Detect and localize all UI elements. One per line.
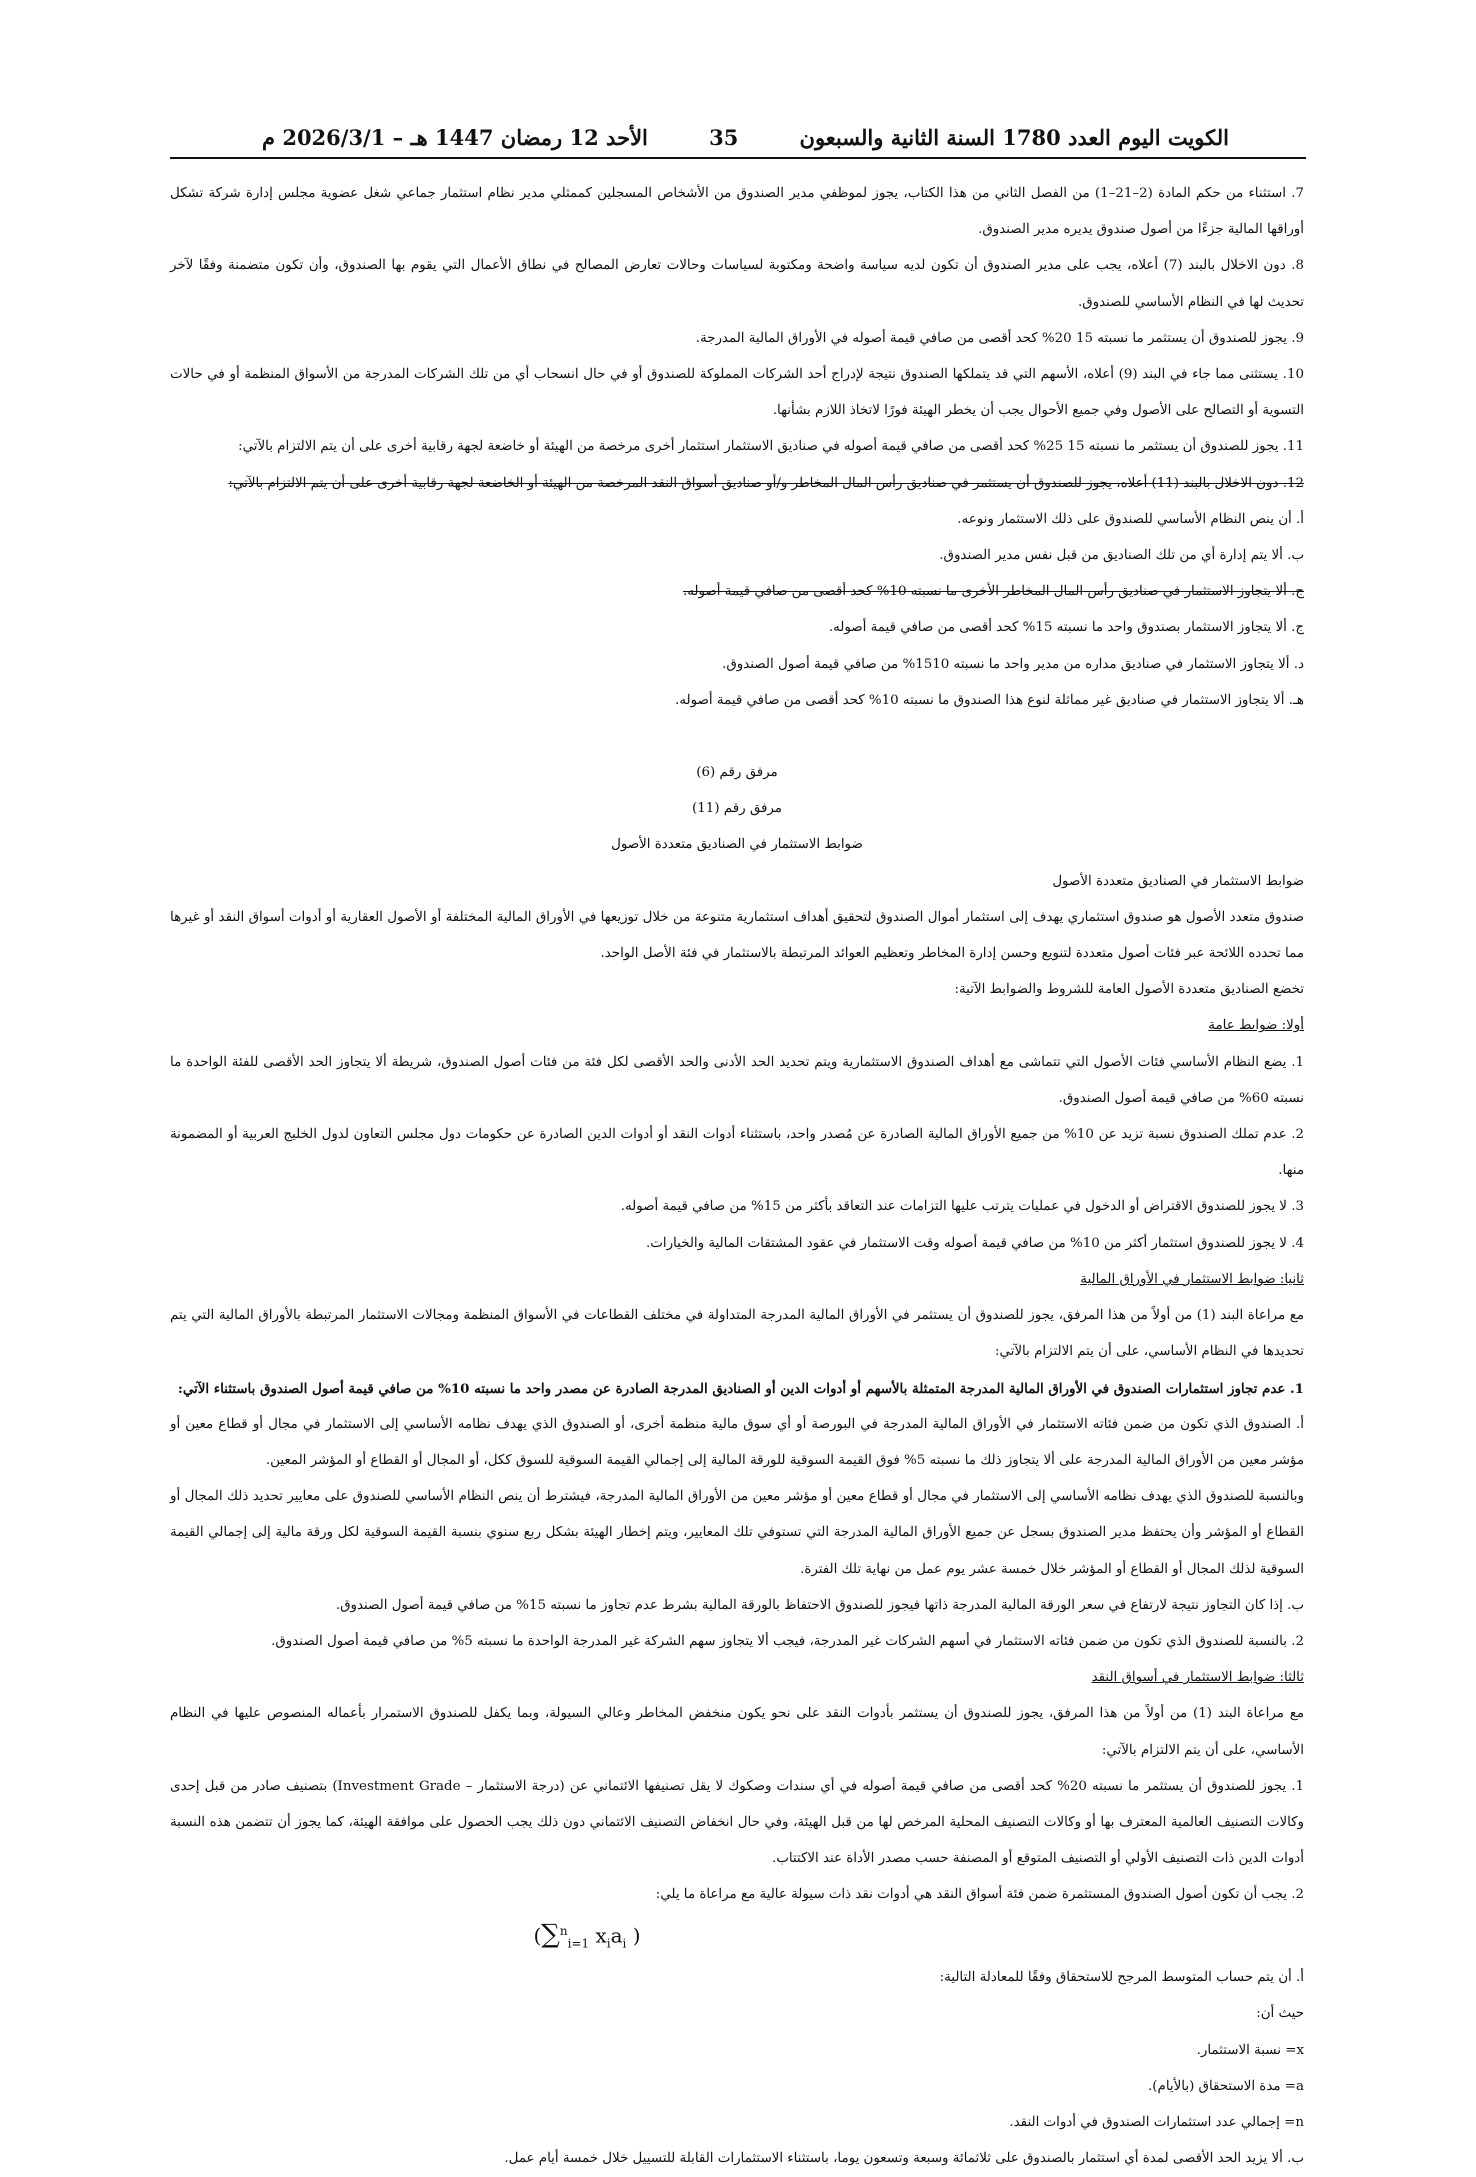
item-11: 11. يجوز للصندوق أن يستثمر ما نسبته 15 25% كحد أقصى من صافي قيمة أصوله في صناديق الاستثمار استثمار أخرى مرخصة من الهيئة أو خاضعة لجهة رقابية أخرى على أن يتم الالتزام بالآتي: — [238, 439, 1304, 455]
item-12-deleted: 12. دون الاخلال بالبند (11) أعلاه، يجوز للصندوق أن يستثمر في صناديق رأس المال المخاطر و/أو صناديق أسواق النقد المرخصة من الهيئة أو الخاضعة لجهة رقابية أخرى على أن يتم الالتزام بالآتي: — [228, 475, 1304, 491]
formula-open-paren: ( — [533, 1923, 542, 1948]
item-c: ج. ألا يتجاوز الاستثمار بصندوق واحد ما نسبته 15% كحد أقصى من صافي قيمة أصوله. — [828, 620, 1304, 636]
item-e: هـ. ألا يتجاوز الاستثمار في صناديق غير مماثلة لنوع هذا الصندوق ما نسبته 10% كحد أقصى من صافي قيمة أصوله. — [675, 692, 1304, 708]
section3-item-2a: أ. أن يتم حساب المتوسط المرجح للاستحقاق وفقًا للمعادلة التالية: — [939, 1970, 1304, 1986]
section2-item-1b: ب. إذا كان التجاوز نتيجة لارتفاع في سعر الورقة المالية المدرجة ذاتها فيجوز للصندوق الاحتفاظ بالورقة المالية بشرط عدم تجاوز ما نسبته 15% من صافي قيمة أصول الصندوق. — [335, 1597, 1304, 1613]
section3-lead: مع مراعاة البند (1) من أولاً من هذا المرفق، يجوز للصندوق أن يستثمر بأدوات النقد على نحو يكون منخفض المخاطر وعالي السيولة، وبما يكفل للصندوق الاستمرار بأعماله المنصوص عليها في النظام الأساسي، على أن يتم الالتزام بالآتي: — [170, 1706, 1304, 1758]
annex-title: ضوابط الاستثمار في الصناديق متعددة الأصول — [611, 837, 863, 853]
formula-lower-limit: i=1 — [567, 1936, 590, 1951]
formula-term-a: a — [610, 1923, 623, 1948]
section1-item-1: 1. يضع النظام الأساسي فئات الأصول التي تتماشى مع أهداف الصندوق الاستثمارية ويتم تحديد الحد الأدنى والحد الأقصى لكل فئة من فئات أصول الصندوق، شريطة ألا يتجاوز الحد الأقصى للفئة الواحدة ما نسبته 60% من صافي قيمة أصول الصندوق. — [170, 1054, 1304, 1106]
item-c-deleted: ج. ألا يتجاوز الاستثمار في صناديق رأس المال المخاطر الأخرى ما نسبته 10% كحد أقصى من صافي قيمة أصوله. — [682, 584, 1304, 600]
item-8: 8. دون الاخلال بالبند (7) أعلاه، يجب على مدير الصندوق أن تكون لديه سياسة واضحة ومكتوبة لسياسات وحالات تعارض المصالح في نطاق الأعمال التي يقوم بها الصندوق، وأن تكون متضمنة وفقًا لآخر تحديث لها في النظام الأساسي للصندوق. — [170, 258, 1304, 310]
section2-item-2: 2. بالنسبة للصندوق الذي تكون من ضمن فئاته الاستثمار في أسهم الشركات غير المدرجة، فيجب ألا يتجاوز سهم الشركة غير المدرجة الواحدة ما نسبته 5% من صافي قيمة أصول الصندوق. — [271, 1633, 1304, 1649]
section2-item-1a: أ. الصندوق الذي تكون من ضمن فئاته الاستثمار في الأوراق المالية المدرجة في البورصة أو أي سوق مالية منظمة أخرى، أو الصندوق الذي يهدف نظامه الأساسي إلى الاستثمار في مجال أو قطاع معين أو مؤشر معين من الأوراق المالية المدرجة على ألا يتجاوز ذلك ما نسبته 5% فوق القيمة السوقية للورقة المالية إلى إجمالي القيمة السوقية للسوق ككل، أو المجال أو القطاع أو المؤشر المعين. — [170, 1416, 1304, 1468]
annex-number: مرفق رقم (11) — [692, 801, 782, 817]
section2-heading-text: ثانيا: ضوابط الاستثمار في الأوراق المالية — [1080, 1271, 1304, 1287]
document-body — [170, 176, 1305, 2167]
item-a: أ. أن ينص النظام الأساسي للصندوق على ذلك الاستثمار ونوعه. — [957, 511, 1304, 527]
section3-heading-text: ثالثا: ضوابط الاستثمار في أسواق النقد — [1091, 1670, 1304, 1686]
formula-sum-symbol: ∑ — [541, 1919, 560, 1950]
formula-sub-x: i — [606, 1936, 611, 1951]
formula-term-x: x — [595, 1923, 607, 1948]
formula-close-paren: ) — [632, 1923, 641, 1948]
section1-heading — [170, 1008, 1304, 1044]
intro-lead: تخضع الصناديق متعددة الأصول العامة للشروط والضوابط الآتية: — [954, 982, 1304, 998]
section3-item-2: 2. يجب أن تكون أصول الصندوق المستثمرة ضمن فئة أسواق النقد هي أدوات نقد ذات سيولة عالية مع مراعاة ما يلي: — [655, 1887, 1304, 1903]
section3-heading — [170, 1660, 1304, 1696]
intro-heading: ضوابط الاستثمار في الصناديق متعددة الأصول — [1052, 873, 1304, 889]
definition-x: x= نسبة الاستثمار. — [1196, 2042, 1304, 2058]
item-10: 10. يستثنى مما جاء في البند (9) أعلاه، الأسهم التي قد يتملكها الصندوق نتيجة لإدراج أحد الشركات المملوكة للصندوق أو في حال انسحاب أي من تلك الشركات المدرجة من الأسواق المنظمة أو في حالات التسوية أو التصالح على الأصول وفي جميع الأحوال يجب أن يخطر الهيئة فورًا لاتخاذ اللازم بشأنها. — [170, 367, 1304, 419]
header-publication: الكويت اليوم العدد 1780 السنة الثانية والسبعون — [799, 124, 1229, 150]
item-b: ب. ألا يتم إدارة أي من تلك الصناديق من قبل نفس مدير الصندوق. — [939, 548, 1304, 564]
page-header — [262, 122, 1229, 152]
section1-item-2: 2. عدم تملك الصندوق نسبة تزيد عن 10% من جميع الأوراق المالية الصادرة عن مُصدر واحد، باستثناء أدوات النقد أو أدوات الدين الصادرة عن حكومات دول مجلس التعاون لدول الخليج العربية أو المضمونة منها. — [170, 1127, 1304, 1179]
intro-body: صندوق متعدد الأصول هو صندوق استثماري يهدف إلى استثمار أموال الصندوق لتحقيق أهداف استثمارية متنوعة من خلال توزيعها في الأوراق المالية المختلفة أو الأصول العقارية أو أدوات أسواق النقد أو غيرها مما تحدده اللائحة عبر فئات أصول متعددة لتنويع وحسن إدارة المخاطر وتعظيم العوائد المرتبطة بالاستثمار في فئة الأصل الواحد. — [170, 909, 1304, 962]
formula-sub-a: i — [622, 1936, 627, 1951]
annex-number-old: مرفق رقم (6) — [696, 765, 778, 781]
section1-item-4: 4. لا يجوز للصندوق استثمار أكثر من 10% من صافي قيمة أصوله وقت الاستثمار في عقود المشتقات المالية والخيارات. — [646, 1235, 1304, 1251]
header-date: الأحد 12 رمضان 1447 هـ – 2026/3/1 م — [262, 124, 648, 150]
section-spacer — [170, 719, 1304, 755]
section1-item-3: 3. لا يجوز للصندوق الاقتراض أو الدخول في عمليات يترتب عليها التزامات عند التعاقد بأكثر من 15% من صافي قيمة أصوله. — [620, 1199, 1304, 1215]
item-9: 9. يجوز للصندوق أن يستثمر ما نسبته 15 20% كحد أقصى من صافي قيمة أصوله في الأوراق المالية المدرجة. — [695, 330, 1304, 346]
formula-upper-limit: n — [559, 1923, 568, 1938]
section3-where: حيث أن: — [1256, 2006, 1304, 2022]
section3-item-2b: ب. ألا يزيد الحد الأقصى لمدة أي استثمار بالصندوق على ثلاثمائة وسبعة وتسعون يوما، باستثناء الاستثمارات القابلة للتسييل خلال خمسة أيام عمل. — [504, 2151, 1304, 2167]
section2-heading — [170, 1262, 1304, 1298]
header-divider — [170, 157, 1306, 159]
section2-lead: مع مراعاة البند (1) من أولاً من هذا المرفق، يجوز للصندوق أن يستثمر في الأوراق المالية المدرجة المتداولة في مختلف القطاعات في الأسواق المنظمة ومجالات الاستثمار المرتبطة بالأوراق المالية التي يتم تحديدها في النظام الأساسي، على أن يتم الالتزام بالآتي: — [170, 1308, 1304, 1360]
section2-item-1: 1. عدم تجاوز استثمارات الصندوق في الأوراق المالية المدرجة المتمثلة بالأسهم أو أدوات الدين أو الصناديق المدرجة الصادرة عن مصدر واحد ما نسبته 10% من صافي قيمة أصول الصندوق باستثناء الآتي: — [177, 1380, 1304, 1397]
weighted-maturity-formula — [170, 1914, 1004, 1961]
section1-heading-text: أولا: ضوابط عامة — [1208, 1018, 1304, 1034]
definition-a: a= مدة الاستحقاق (بالأيام). — [1148, 2078, 1304, 2094]
item-7: 7. استثناء من حكم المادة (2–21–1) من الفصل الثاني من هذا الكتاب، يجوز لموظفي مدير الصندوق من الأشخاص المسجلين كممثلي مدير نظام استثمار جماعي شغل عضوية مجلس إدارة شركة تشكل أوراقها المالية جزءًا من أصول صندوق يديره مدير الصندوق. — [170, 186, 1304, 238]
definition-n: n= إجمالي عدد استثمارات الصندوق في أدوات النقد. — [1009, 2115, 1304, 2131]
section2-item-1a-cont: وبالنسبة للصندوق الذي يهدف نظامه الأساسي إلى الاستثمار في مجال أو قطاع معين أو مؤشر معين من الأوراق المالية المدرجة، فيشترط أن ينص النظام الأساسي للصندوق على معايير تحديد ذلك المجال أو القطاع أو المؤشر وأن يحتفظ مدير الصندوق بسجل عن جميع الأوراق المالية المدرجة التي تستوفي تلك المعايير، ويتم إخطار الهيئة بشكل ربع سنوي بنسبة القيمة السوقية لكل ورقة مالية إلى إجمالي القيمة السوقية لذلك المجال أو القطاع أو المؤشر خلال خمسة عشر يوم عمل من نهاية تلك الفترة. — [170, 1489, 1304, 1577]
header-page-number: 35 — [709, 124, 739, 150]
item-d: د. ألا يتجاوز الاستثمار في صناديق مداره من مدير واحد ما نسبته 1510% من صافي قيمة أصول الصندوق. — [722, 656, 1304, 672]
section3-item-1: 1. يجوز للصندوق أن يستثمر ما نسبته 20% كحد أقصى من صافي قيمة أصوله في أي سندات وصكوك لا يقل تصنيفها الائتماني عن (درجة الاستثمار – Investment Grade) بتصنيف صادر من قبل إحدى وكالات التصنيف العالمية المعترف بها أو وكالات التصنيف المحلية المرخص لها من قبل الهيئة، وفي حال انخفاض التصنيف الائتماني دون ذلك يجب الحصول على موافقة الهيئة، كما يجوز أن تتضمن هذه النسبة أدوات الدين ذات التصنيف الأولي أو التصنيف المتوقع أو المصنفة حسب مصدر الأداة عند الاكتتاب. — [170, 1778, 1305, 1867]
